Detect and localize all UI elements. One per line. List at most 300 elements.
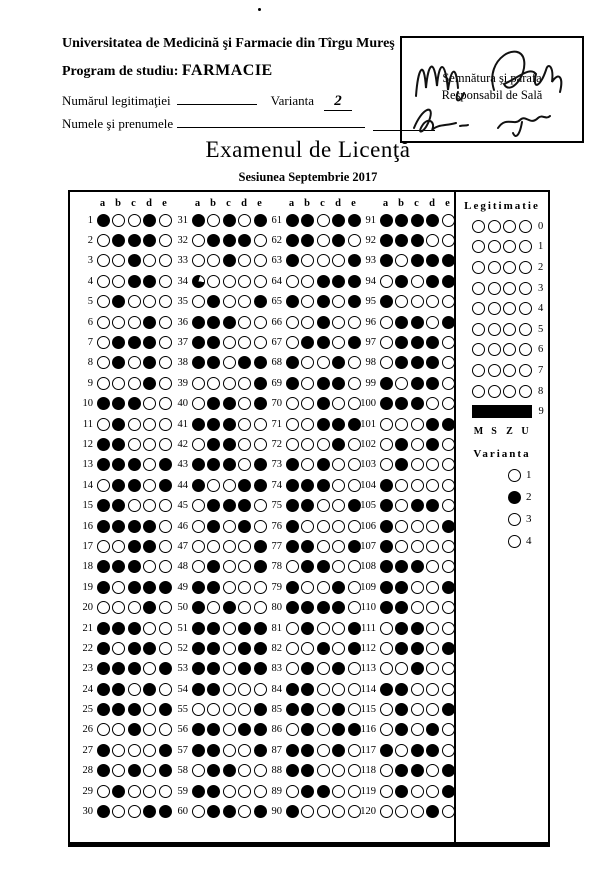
bubble-q44-d[interactable]: [238, 479, 251, 492]
legit-bubble-1-S[interactable]: [488, 240, 501, 253]
bubble-q86-a[interactable]: [286, 723, 299, 736]
bubble-q89-c[interactable]: [317, 785, 330, 798]
bubble-q104-a[interactable]: [380, 479, 393, 492]
bubble-q104-c[interactable]: [411, 479, 424, 492]
bubble-q80-c[interactable]: [317, 601, 330, 614]
bubble-q120-b[interactable]: [395, 805, 408, 818]
bubble-q15-d[interactable]: [143, 499, 156, 512]
bubble-q108-c[interactable]: [411, 560, 424, 573]
bubble-q77-b[interactable]: [301, 540, 314, 553]
bubble-q119-b[interactable]: [395, 785, 408, 798]
bubble-q102-e[interactable]: [442, 438, 455, 451]
bubble-q68-d[interactable]: [332, 356, 345, 369]
bubble-q39-c[interactable]: [223, 377, 236, 390]
bubble-q39-b[interactable]: [207, 377, 220, 390]
bubble-q11-b[interactable]: [112, 418, 125, 431]
bubble-q107-d[interactable]: [426, 540, 439, 553]
bubble-q4-c[interactable]: [128, 275, 141, 288]
bubble-q71-c[interactable]: [317, 418, 330, 431]
bubble-q97-d[interactable]: [426, 336, 439, 349]
bubble-q12-c[interactable]: [128, 438, 141, 451]
bubble-q40-d[interactable]: [238, 397, 251, 410]
bubble-q47-a[interactable]: [192, 540, 205, 553]
bubble-q20-b[interactable]: [112, 601, 125, 614]
bubble-q67-c[interactable]: [317, 336, 330, 349]
bubble-q87-b[interactable]: [301, 744, 314, 757]
bubble-q108-d[interactable]: [426, 560, 439, 573]
bubble-q46-b[interactable]: [207, 520, 220, 533]
bubble-q98-b[interactable]: [395, 356, 408, 369]
bubble-q93-c[interactable]: [411, 254, 424, 267]
bubble-q84-d[interactable]: [332, 683, 345, 696]
bubble-q12-b[interactable]: [112, 438, 125, 451]
bubble-q51-d[interactable]: [238, 622, 251, 635]
bubble-q94-b[interactable]: [395, 275, 408, 288]
bubble-q113-e[interactable]: [442, 662, 455, 675]
bubble-q66-a[interactable]: [286, 316, 299, 329]
bubble-q55-b[interactable]: [207, 703, 220, 716]
bubble-q68-a[interactable]: [286, 356, 299, 369]
legit-bubble-6-Z[interactable]: [503, 343, 516, 356]
bubble-q111-a[interactable]: [380, 622, 393, 635]
bubble-q109-c[interactable]: [411, 581, 424, 594]
bubble-q71-d[interactable]: [332, 418, 345, 431]
bubble-q62-a[interactable]: [286, 234, 299, 247]
legit-bubble-8-U[interactable]: [519, 385, 532, 398]
bubble-q36-c[interactable]: [223, 316, 236, 329]
bubble-q12-a[interactable]: [97, 438, 110, 451]
legit-bubble-3-M[interactable]: [472, 282, 485, 295]
bubble-q22-d[interactable]: [143, 642, 156, 655]
bubble-q106-e[interactable]: [442, 520, 455, 533]
legit-bubble-4-M[interactable]: [472, 302, 485, 315]
bubble-q87-c[interactable]: [317, 744, 330, 757]
legit-bubble-8-S[interactable]: [488, 385, 501, 398]
bubble-q99-a[interactable]: [380, 377, 393, 390]
bubble-q60-d[interactable]: [238, 805, 251, 818]
bubble-q95-b[interactable]: [395, 295, 408, 308]
bubble-q59-d[interactable]: [238, 785, 251, 798]
bubble-q96-b[interactable]: [395, 316, 408, 329]
bubble-q43-d[interactable]: [238, 458, 251, 471]
bubble-q39-a[interactable]: [192, 377, 205, 390]
bubble-q85-b[interactable]: [301, 703, 314, 716]
bubble-q9-a[interactable]: [97, 377, 110, 390]
bubble-q59-b[interactable]: [207, 785, 220, 798]
bubble-q115-e[interactable]: [442, 703, 455, 716]
bubble-q101-d[interactable]: [426, 418, 439, 431]
bubble-q18-d[interactable]: [143, 560, 156, 573]
bubble-q76-b[interactable]: [301, 520, 314, 533]
bubble-q33-d[interactable]: [238, 254, 251, 267]
bubble-q8-c[interactable]: [128, 356, 141, 369]
bubble-q92-d[interactable]: [426, 234, 439, 247]
bubble-q115-a[interactable]: [380, 703, 393, 716]
bubble-q38-a[interactable]: [192, 356, 205, 369]
bubble-q113-b[interactable]: [395, 662, 408, 675]
bubble-q119-d[interactable]: [426, 785, 439, 798]
bubble-q110-d[interactable]: [426, 601, 439, 614]
bubble-q89-d[interactable]: [332, 785, 345, 798]
bubble-q48-d[interactable]: [238, 560, 251, 573]
legit-bubble-1-U[interactable]: [519, 240, 532, 253]
bubble-q38-b[interactable]: [207, 356, 220, 369]
bubble-q92-b[interactable]: [395, 234, 408, 247]
bubble-q54-d[interactable]: [238, 683, 251, 696]
legit-bubble-0-S[interactable]: [488, 220, 501, 233]
bubble-q63-c[interactable]: [317, 254, 330, 267]
bubble-q116-a[interactable]: [380, 723, 393, 736]
legit-bubble-6-M[interactable]: [472, 343, 485, 356]
bubble-q104-d[interactable]: [426, 479, 439, 492]
bubble-q19-c[interactable]: [128, 581, 141, 594]
bubble-q82-b[interactable]: [301, 642, 314, 655]
bubble-q94-e[interactable]: [442, 275, 455, 288]
bubble-q75-c[interactable]: [317, 499, 330, 512]
bubble-q44-c[interactable]: [223, 479, 236, 492]
legit-bubble-6-U[interactable]: [519, 343, 532, 356]
bubble-q36-b[interactable]: [207, 316, 220, 329]
bubble-q45-a[interactable]: [192, 499, 205, 512]
bubble-q40-b[interactable]: [207, 397, 220, 410]
bubble-q6-a[interactable]: [97, 316, 110, 329]
bubble-q104-b[interactable]: [395, 479, 408, 492]
bubble-q101-b[interactable]: [395, 418, 408, 431]
bubble-q92-a[interactable]: [380, 234, 393, 247]
bubble-q28-a[interactable]: [97, 764, 110, 777]
bubble-q44-b[interactable]: [207, 479, 220, 492]
bubble-q69-d[interactable]: [332, 377, 345, 390]
bubble-q105-a[interactable]: [380, 499, 393, 512]
bubble-q97-b[interactable]: [395, 336, 408, 349]
bubble-q61-b[interactable]: [301, 214, 314, 227]
bubble-q33-a[interactable]: [192, 254, 205, 267]
bubble-q103-a[interactable]: [380, 458, 393, 471]
bubble-q42-a[interactable]: [192, 438, 205, 451]
bubble-q87-d[interactable]: [332, 744, 345, 757]
bubble-q49-b[interactable]: [207, 581, 220, 594]
bubble-q101-c[interactable]: [411, 418, 424, 431]
bubble-q59-c[interactable]: [223, 785, 236, 798]
legit-bubble-2-U[interactable]: [519, 261, 532, 274]
bubble-q120-e[interactable]: [442, 805, 455, 818]
bubble-q80-a[interactable]: [286, 601, 299, 614]
bubble-q79-d[interactable]: [332, 581, 345, 594]
bubble-q4-a[interactable]: [97, 275, 110, 288]
bubble-q100-a[interactable]: [380, 397, 393, 410]
bubble-q111-d[interactable]: [426, 622, 439, 635]
bubble-q84-b[interactable]: [301, 683, 314, 696]
bubble-q118-a[interactable]: [380, 764, 393, 777]
bubble-q102-c[interactable]: [411, 438, 424, 451]
bubble-q7-b[interactable]: [112, 336, 125, 349]
bubble-q57-b[interactable]: [207, 744, 220, 757]
bubble-q97-c[interactable]: [411, 336, 424, 349]
bubble-q101-a[interactable]: [380, 418, 393, 431]
legit-bubble-5-S[interactable]: [488, 323, 501, 336]
bubble-q77-d[interactable]: [332, 540, 345, 553]
bubble-q92-e[interactable]: [442, 234, 455, 247]
bubble-q20-d[interactable]: [143, 601, 156, 614]
bubble-q99-d[interactable]: [426, 377, 439, 390]
legit-bubble-8-M[interactable]: [472, 385, 485, 398]
bubble-q100-d[interactable]: [426, 397, 439, 410]
bubble-q98-c[interactable]: [411, 356, 424, 369]
bubble-q112-c[interactable]: [411, 642, 424, 655]
bubble-q90-b[interactable]: [301, 805, 314, 818]
bubble-q78-d[interactable]: [332, 560, 345, 573]
legit-bubble-5-U[interactable]: [519, 323, 532, 336]
bubble-q116-c[interactable]: [411, 723, 424, 736]
bubble-q3-b[interactable]: [112, 254, 125, 267]
bubble-q120-a[interactable]: [380, 805, 393, 818]
bubble-q15-c[interactable]: [128, 499, 141, 512]
bubble-q71-a[interactable]: [286, 418, 299, 431]
bubble-q1-c[interactable]: [128, 214, 141, 227]
bubble-q79-a[interactable]: [286, 581, 299, 594]
bubble-q1-b[interactable]: [112, 214, 125, 227]
legit-bubble-1-M[interactable]: [472, 240, 485, 253]
bubble-q100-b[interactable]: [395, 397, 408, 410]
bubble-q9-d[interactable]: [143, 377, 156, 390]
bubble-q85-d[interactable]: [332, 703, 345, 716]
bubble-q35-c[interactable]: [223, 295, 236, 308]
bubble-q37-b[interactable]: [207, 336, 220, 349]
bubble-q72-a[interactable]: [286, 438, 299, 451]
bubble-q92-c[interactable]: [411, 234, 424, 247]
bubble-q58-c[interactable]: [223, 764, 236, 777]
bubble-q83-d[interactable]: [332, 662, 345, 675]
bubble-q27-c[interactable]: [128, 744, 141, 757]
bubble-q112-d[interactable]: [426, 642, 439, 655]
bubble-q58-d[interactable]: [238, 764, 251, 777]
bubble-q112-a[interactable]: [380, 642, 393, 655]
bubble-q59-a[interactable]: [192, 785, 205, 798]
legit-bubble-2-S[interactable]: [488, 261, 501, 274]
bubble-q38-d[interactable]: [238, 356, 251, 369]
bubble-q29-b[interactable]: [112, 785, 125, 798]
bubble-q77-c[interactable]: [317, 540, 330, 553]
bubble-q27-b[interactable]: [112, 744, 125, 757]
bubble-q67-a[interactable]: [286, 336, 299, 349]
bubble-q48-a[interactable]: [192, 560, 205, 573]
bubble-q26-b[interactable]: [112, 723, 125, 736]
bubble-q119-c[interactable]: [411, 785, 424, 798]
bubble-q56-b[interactable]: [207, 723, 220, 736]
bubble-q98-e[interactable]: [442, 356, 455, 369]
bubble-q35-a[interactable]: [192, 295, 205, 308]
bubble-q41-d[interactable]: [238, 418, 251, 431]
bubble-q48-c[interactable]: [223, 560, 236, 573]
bubble-q101-e[interactable]: [442, 418, 455, 431]
bubble-q34-b[interactable]: [207, 275, 220, 288]
bubble-q3-d[interactable]: [143, 254, 156, 267]
bubble-q50-a[interactable]: [192, 601, 205, 614]
bubble-q112-b[interactable]: [395, 642, 408, 655]
bubble-q49-c[interactable]: [223, 581, 236, 594]
bubble-q35-b[interactable]: [207, 295, 220, 308]
bubble-q29-a[interactable]: [97, 785, 110, 798]
bubble-q15-b[interactable]: [112, 499, 125, 512]
name-field[interactable]: [177, 115, 365, 128]
legit-bubble-7-U[interactable]: [519, 364, 532, 377]
bubble-q11-c[interactable]: [128, 418, 141, 431]
bubble-q106-a[interactable]: [380, 520, 393, 533]
bubble-q52-d[interactable]: [238, 642, 251, 655]
bubble-q105-e[interactable]: [442, 499, 455, 512]
bubble-q110-c[interactable]: [411, 601, 424, 614]
bubble-q16-c[interactable]: [128, 520, 141, 533]
bubble-q52-c[interactable]: [223, 642, 236, 655]
bubble-q86-c[interactable]: [317, 723, 330, 736]
bubble-q81-a[interactable]: [286, 622, 299, 635]
bubble-q76-c[interactable]: [317, 520, 330, 533]
bubble-q55-a[interactable]: [192, 703, 205, 716]
bubble-q17-c[interactable]: [128, 540, 141, 553]
bubble-q82-a[interactable]: [286, 642, 299, 655]
bubble-q33-c[interactable]: [223, 254, 236, 267]
bubble-q114-a[interactable]: [380, 683, 393, 696]
bubble-q86-b[interactable]: [301, 723, 314, 736]
bubble-q47-d[interactable]: [238, 540, 251, 553]
bubble-q52-b[interactable]: [207, 642, 220, 655]
bubble-q24-c[interactable]: [128, 683, 141, 696]
varianta-bubble-2[interactable]: [508, 491, 521, 504]
bubble-q115-b[interactable]: [395, 703, 408, 716]
bubble-q30-d[interactable]: [143, 805, 156, 818]
bubble-q88-b[interactable]: [301, 764, 314, 777]
bubble-q119-a[interactable]: [380, 785, 393, 798]
bubble-q116-d[interactable]: [426, 723, 439, 736]
varianta-bubble-4[interactable]: [508, 535, 521, 548]
bubble-q106-d[interactable]: [426, 520, 439, 533]
bubble-q89-a[interactable]: [286, 785, 299, 798]
bubble-q81-d[interactable]: [332, 622, 345, 635]
bubble-q93-e[interactable]: [442, 254, 455, 267]
bubble-q88-a[interactable]: [286, 764, 299, 777]
bubble-q3-c[interactable]: [128, 254, 141, 267]
bubble-q60-a[interactable]: [192, 805, 205, 818]
bubble-q79-b[interactable]: [301, 581, 314, 594]
bubble-q88-c[interactable]: [317, 764, 330, 777]
bubble-q2-c[interactable]: [128, 234, 141, 247]
bubble-q83-a[interactable]: [286, 662, 299, 675]
bubble-q6-b[interactable]: [112, 316, 125, 329]
bubble-q100-c[interactable]: [411, 397, 424, 410]
bubble-q86-d[interactable]: [332, 723, 345, 736]
bubble-q32-b[interactable]: [207, 234, 220, 247]
legit-bubble-4-U[interactable]: [519, 302, 532, 315]
bubble-q118-b[interactable]: [395, 764, 408, 777]
bubble-q43-b[interactable]: [207, 458, 220, 471]
bubble-q46-c[interactable]: [223, 520, 236, 533]
bubble-q17-d[interactable]: [143, 540, 156, 553]
bubble-q41-b[interactable]: [207, 418, 220, 431]
bubble-q83-b[interactable]: [301, 662, 314, 675]
bubble-q117-a[interactable]: [380, 744, 393, 757]
legit-bubble-4-S[interactable]: [488, 302, 501, 315]
bubble-q14-c[interactable]: [128, 479, 141, 492]
bubble-q37-a[interactable]: [192, 336, 205, 349]
bubble-q19-a[interactable]: [97, 581, 110, 594]
bubble-q75-b[interactable]: [301, 499, 314, 512]
bubble-q63-a[interactable]: [286, 254, 299, 267]
legit-bubble-7-M[interactable]: [472, 364, 485, 377]
bubble-q77-a[interactable]: [286, 540, 299, 553]
bubble-q39-d[interactable]: [238, 377, 251, 390]
bubble-q48-b[interactable]: [207, 560, 220, 573]
bubble-q5-c[interactable]: [128, 295, 141, 308]
bubble-q29-c[interactable]: [128, 785, 141, 798]
bubble-q82-c[interactable]: [317, 642, 330, 655]
bubble-q80-b[interactable]: [301, 601, 314, 614]
bubble-q70-d[interactable]: [332, 397, 345, 410]
bubble-q19-b[interactable]: [112, 581, 125, 594]
bubble-q49-d[interactable]: [238, 581, 251, 594]
bubble-q13-c[interactable]: [128, 458, 141, 471]
bubble-q42-b[interactable]: [207, 438, 220, 451]
bubble-q27-d[interactable]: [143, 744, 156, 757]
bubble-q9-c[interactable]: [128, 377, 141, 390]
bubble-q34-c[interactable]: [223, 275, 236, 288]
bubble-q10-c[interactable]: [128, 397, 141, 410]
bubble-q56-a[interactable]: [192, 723, 205, 736]
bubble-q13-d[interactable]: [143, 458, 156, 471]
bubble-q57-d[interactable]: [238, 744, 251, 757]
bubble-q60-c[interactable]: [223, 805, 236, 818]
bubble-q88-d[interactable]: [332, 764, 345, 777]
bubble-q38-c[interactable]: [223, 356, 236, 369]
bubble-q9-b[interactable]: [112, 377, 125, 390]
bubble-q118-c[interactable]: [411, 764, 424, 777]
bubble-q21-c[interactable]: [128, 622, 141, 635]
bubble-q107-c[interactable]: [411, 540, 424, 553]
bubble-q70-a[interactable]: [286, 397, 299, 410]
bubble-q62-b[interactable]: [301, 234, 314, 247]
bubble-q78-c[interactable]: [317, 560, 330, 573]
bubble-q10-b[interactable]: [112, 397, 125, 410]
bubble-q31-a[interactable]: [192, 214, 205, 227]
bubble-q15-a[interactable]: [97, 499, 110, 512]
bubble-q78-b[interactable]: [301, 560, 314, 573]
bubble-q117-b[interactable]: [395, 744, 408, 757]
bubble-q111-b[interactable]: [395, 622, 408, 635]
bubble-q90-a[interactable]: [286, 805, 299, 818]
variant-field[interactable]: 2: [324, 93, 352, 111]
bubble-q10-d[interactable]: [143, 397, 156, 410]
bubble-q119-e[interactable]: [442, 785, 455, 798]
bubble-q40-a[interactable]: [192, 397, 205, 410]
bubble-q26-a[interactable]: [97, 723, 110, 736]
bubble-q120-d[interactable]: [426, 805, 439, 818]
bubble-q81-c[interactable]: [317, 622, 330, 635]
bubble-q99-e[interactable]: [442, 377, 455, 390]
bubble-q75-d[interactable]: [332, 499, 345, 512]
bubble-q2-b[interactable]: [112, 234, 125, 247]
bubble-q114-e[interactable]: [442, 683, 455, 696]
bubble-q23-a[interactable]: [97, 662, 110, 675]
bubble-q34-d[interactable]: [238, 275, 251, 288]
bubble-q58-b[interactable]: [207, 764, 220, 777]
legit-bubble-5-Z[interactable]: [503, 323, 516, 336]
bubble-q45-b[interactable]: [207, 499, 220, 512]
bubble-q51-b[interactable]: [207, 622, 220, 635]
bubble-q76-d[interactable]: [332, 520, 345, 533]
legit-bubble-2-Z[interactable]: [503, 261, 516, 274]
bubble-q50-c[interactable]: [223, 601, 236, 614]
bubble-q84-c[interactable]: [317, 683, 330, 696]
bubble-q67-b[interactable]: [301, 336, 314, 349]
